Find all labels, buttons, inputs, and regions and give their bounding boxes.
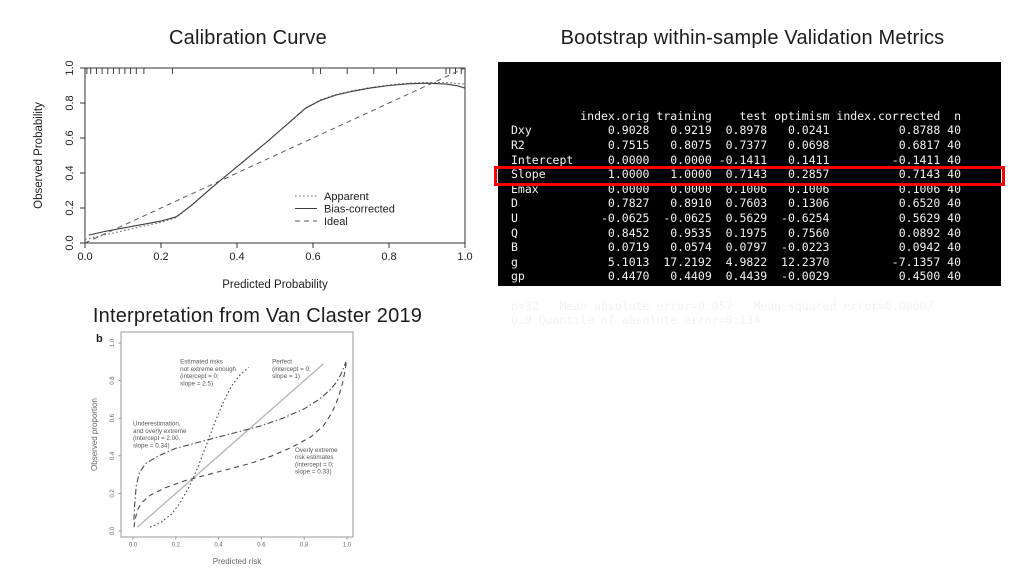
x-tick-label: 1.0: [342, 542, 352, 549]
curve-annotation: Estimated risks not extreme enough (intercept = 0; slope = 2.5): [180, 358, 237, 388]
calibration-curve-title: Calibration Curve: [169, 27, 327, 49]
console-metric-row: R2 0.7515 0.8075 0.7377 0.0698 0.6817 40: [511, 137, 962, 152]
y-tick-label: 0.8: [109, 376, 116, 385]
x-tick-label: 0.2: [153, 251, 169, 263]
series-apparent: [85, 83, 465, 240]
y-tick-label: 1.0: [64, 60, 77, 76]
x-tick-label: 0.4: [214, 542, 223, 549]
series-bias-corrected: [89, 83, 465, 235]
y-tick-label: 1.0: [109, 338, 116, 348]
y-tick-label: 0.6: [109, 414, 116, 423]
y-tick-label: 0.8: [64, 95, 77, 111]
console-metric-row: U -0.0625 -0.0625 0.5629 -0.6254 0.5629 40: [511, 210, 962, 225]
x-tick-label: 0.0: [77, 251, 93, 263]
legend-label: Ideal: [324, 216, 348, 228]
console-metric-row: Emax 0.0000 0.0000 0.1006 0.1006 0.1006 40: [511, 181, 962, 196]
validation-metrics-title: Bootstrap within-sample Validation Metrics: [560, 27, 945, 49]
console-header-row: index.orig training test optimism index.corrected n: [511, 108, 962, 123]
curve-annotation: Overly extreme risk estimates (intercept = 0; slope = 0.33): [294, 447, 338, 476]
curve-annotation: Underestimation, and overly extreme (intercept = 2.00, slope = 0.34): [133, 420, 187, 450]
x-tick-label: 0.8: [300, 542, 309, 549]
y-tick-label: 0.2: [109, 489, 116, 498]
console-metric-row: B 0.0719 0.0574 0.0797 -0.0223 0.0942 40: [511, 240, 962, 255]
console-footer-line: n=32 Mean absolute error=0.057 Mean squared error=0.00607: [511, 298, 934, 313]
console-metric-row: D 0.7827 0.8910 0.7603 0.1306 0.6520 40: [511, 196, 962, 211]
y-axis-label: Observed proportion: [90, 398, 99, 471]
y-tick-label: 0.4: [64, 165, 77, 181]
legend-label: Bias-corrected: [324, 203, 395, 216]
interpretation-figure-chart: [88, 326, 380, 573]
console-footer-line: 0.9 Quantile of absolute error=0.134: [511, 313, 761, 328]
series-ideal: [85, 68, 465, 243]
console-metric-row: gp 0.4470 0.4409 0.4439 -0.0029 0.4500 40: [511, 269, 962, 284]
y-tick-label: 0.6: [64, 130, 77, 146]
x-axis-label: Predicted risk: [212, 557, 262, 566]
console-footer-line: [511, 284, 1001, 299]
y-tick-label: 0.4: [109, 451, 116, 460]
console-metric-row: Q 0.8452 0.9535 0.1975 0.7560 0.0892 40: [511, 225, 962, 240]
y-tick-label: 0.2: [64, 200, 77, 216]
legend-label: Apparent: [324, 191, 369, 203]
console-metric-row: Intercept 0.0000 0.0000 -0.1411 0.1411 -0.1411 40: [511, 152, 962, 167]
calibration-curve-chart: [30, 50, 492, 302]
y-axis-label: Observed Probability: [33, 102, 45, 209]
curve-annotation: Perfect (intercept = 0; slope = 1): [272, 358, 311, 381]
console-metric-row: g 5.1013 17.2192 4.9822 12.2370 -7.1357 40: [511, 254, 962, 269]
validation-output-console: [498, 62, 1001, 328]
panel-label: b: [96, 333, 103, 345]
y-tick-label: 0.0: [109, 526, 116, 536]
interpretation-figure-title: Interpretation from Van Claster 2019: [92, 305, 423, 327]
y-tick-label: 0.0: [64, 235, 77, 251]
x-tick-label: 0.0: [128, 542, 138, 549]
x-axis-label: Predicted Probability: [222, 279, 328, 291]
x-tick-label: 0.8: [381, 251, 397, 263]
x-tick-label: 0.6: [305, 251, 321, 263]
x-tick-label: 0.6: [257, 542, 266, 549]
console-metric-row: Dxy 0.9028 0.9219 0.8978 0.0241 0.8788 40: [511, 123, 962, 138]
x-tick-label: 1.0: [457, 251, 473, 263]
x-tick-label: 0.4: [229, 251, 245, 263]
x-tick-label: 0.2: [171, 542, 180, 549]
console-metric-row: Slope 1.0000 1.0000 0.7143 0.2857 0.7143 40: [511, 167, 962, 182]
